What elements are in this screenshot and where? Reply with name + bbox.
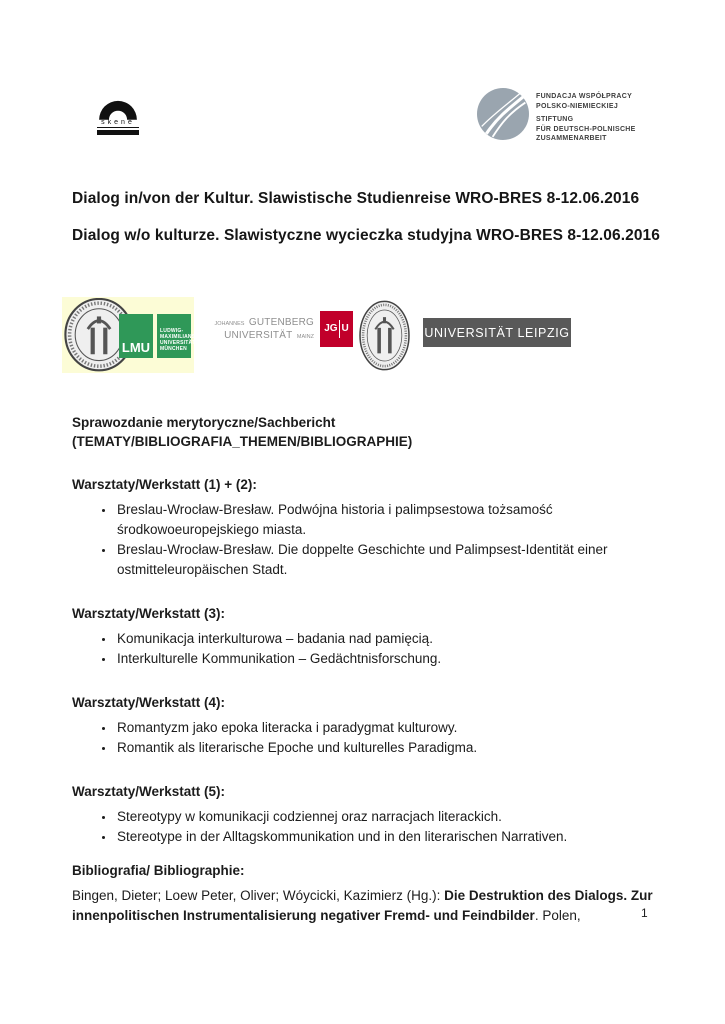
document-titles bbox=[72, 189, 672, 263]
section-heading: Warsztaty/Werkstatt (3): bbox=[72, 606, 226, 621]
fwpn-line: POLSKO-NIEMIECKIEJ bbox=[536, 102, 619, 110]
skene-logo bbox=[97, 100, 139, 135]
bullet-list bbox=[72, 629, 644, 669]
section-workshop-4 bbox=[72, 693, 644, 758]
bullet-item: • Stereotype in der Alltagskommunikation und in den literarischen Narrativen. bbox=[115, 827, 644, 847]
jgu-word-mainz: MAINZ bbox=[296, 334, 314, 340]
section-heading: Warsztaty/Werkstatt (5): bbox=[72, 784, 226, 799]
report-body bbox=[72, 413, 653, 926]
bullet-item: • Komunikacja interkulturowa – badania nad pamięcią. bbox=[115, 629, 644, 649]
fwpn-wordmark bbox=[536, 92, 636, 144]
report-heading bbox=[72, 413, 644, 451]
skene-arch-icon bbox=[97, 100, 139, 120]
bib-title: Die Destruktion des Dialogs. Zur innenpolitischen Instrumentalisierung negativer Fremd- und Feindbilder bbox=[72, 888, 653, 923]
jgu-word-gutenberg: GUTENBERG bbox=[248, 317, 314, 328]
page-number: 1 bbox=[641, 906, 648, 920]
lmu-name: LUDWIG- MAXIMILIANS- UNIVERSITÄT MÜNCHEN bbox=[157, 314, 191, 358]
bullet-item: • Interkulturelle Kommunikation – Gedächtnisforschung. bbox=[115, 649, 644, 669]
bullet-list bbox=[72, 807, 644, 847]
skene-wordmark: skene bbox=[97, 119, 139, 128]
section-workshop-1-2 bbox=[72, 475, 644, 580]
bullet-list bbox=[72, 500, 644, 580]
lmu-abbr: LMU bbox=[119, 314, 153, 358]
report-heading-line2: (TEMATY/BIBLIOGRAFIA_THEMEN/BIBLIOGRAPHIE) bbox=[72, 434, 413, 449]
section-workshop-3 bbox=[72, 604, 644, 669]
jgu-wordmark bbox=[214, 316, 314, 342]
fwpn-line: STIFTUNG bbox=[536, 116, 574, 123]
title-polish: Dialog w/o kulturze. Slawistyczne wycieczka studyjna WRO-BRES 8-12.06.2016 bbox=[72, 227, 660, 244]
leipzig-logo: UNIVERSITÄT LEIPZIG bbox=[423, 318, 571, 347]
jgu-word-johannes: JOHANNES bbox=[214, 321, 245, 327]
jgu-abbr-left: JG bbox=[324, 323, 338, 334]
jgu-divider bbox=[339, 320, 340, 338]
bullet-item: • Breslau-Wrocław-Bresław. Podwójna historia i palimpsestowa tożsamość środkowoeuropejskiego miasta. bbox=[115, 500, 644, 540]
jgu-abbr-right: U bbox=[341, 323, 349, 334]
fwpn-line: FUNDACJA WSPÓŁPRACY bbox=[536, 93, 633, 100]
fwpn-line: ZUSAMMENARBEIT bbox=[536, 135, 607, 142]
title-german: Dialog in/von der Kultur. Slawistische Studienreise WRO-BRES 8-12.06.2016 bbox=[72, 190, 640, 207]
bullet-item: • Breslau-Wrocław-Bresław. Die doppelte Geschichte und Palimpsest-Identität einer ostmitteleuropäischen Stadt. bbox=[115, 540, 644, 580]
fwpn-bridge-icon bbox=[477, 88, 529, 140]
bib-authors: Bingen, Dieter; Loew Peter, Oliver; Wóycicki, Kazimierz (Hg.): bbox=[72, 888, 445, 903]
skene-bar bbox=[97, 130, 139, 135]
section-heading: Warsztaty/Werkstatt (4): bbox=[72, 695, 226, 710]
bibliography-heading: Bibliografia/ Bibliographie: bbox=[72, 863, 245, 878]
jgu-logo bbox=[320, 311, 353, 347]
section-workshop-5 bbox=[72, 782, 644, 847]
report-heading-line1: Sprawozdanie merytoryczne/Sachbericht bbox=[72, 415, 336, 430]
fwpn-line: FÜR DEUTSCH-POLNISCHE bbox=[536, 125, 636, 133]
bullet-item: • Romantyzm jako epoka literacka i paradygmat kulturowy. bbox=[115, 718, 644, 738]
bibliography-entry bbox=[72, 886, 657, 926]
bullet-list bbox=[72, 718, 644, 758]
university-seal-icon bbox=[359, 299, 410, 372]
bib-tail: . Polen, bbox=[534, 908, 581, 923]
bullet-item: • Romantik als literarische Epoche und kulturelles Paradigma. bbox=[115, 738, 644, 758]
section-heading: Warsztaty/Werkstatt (1) + (2): bbox=[72, 477, 257, 492]
lmu-logo bbox=[62, 297, 198, 373]
jgu-word-universitaet: UNIVERSITÄT bbox=[224, 330, 293, 341]
bullet-item: • Stereotypy w komunikacji codziennej oraz narracjach literackich. bbox=[115, 807, 644, 827]
